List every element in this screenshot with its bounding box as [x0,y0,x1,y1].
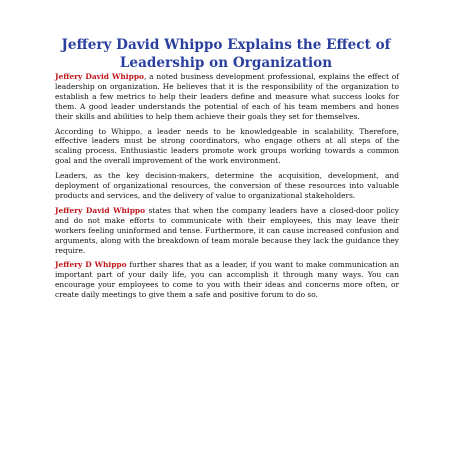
paragraph-text: further shares that as a leader, if you want to make communication an important part of your daily life, you can accomplish it through many ways. You can encourage your employees to come to you with their ideas and concerns more often, or create daily meetings to give them a safe and positive forum to do so. [55,260,399,300]
paragraph-1 [55,72,399,122]
paragraph-text: Leaders, as the key decision-makers, determine the acquisition, development, and deployment of organizational resources, the conversion of these resources into valuable products and services, and the delivery of value to organizational stakeholders. [55,171,399,200]
paragraph-5 [55,260,399,300]
person-name-highlight: Jeffery David Whippo [55,205,146,215]
person-name-highlight: Jeffery David Whippo [55,72,144,81]
paragraph-4 [55,206,399,256]
paragraph-text: According to Whippo, a leader needs to be knowledgeable in scalability. Therefore, effective leaders must be strong coordinators, who engage others at all steps of the scaling process. Enthusiastic leaders promote work groups working towards a common goal and the overall improvement of the work environment. [55,126,399,166]
paragraph-2 [55,127,399,167]
page-title: Jeffery David Whippo Explains the Effect of Leadership on Organization [61,37,391,71]
person-name-highlight: Jeffery D Whippo [55,260,127,270]
paragraph-text: , a noted business development professional, explains the effect of leadership on organization. He believes that it is the responsibility of the organization to establish a few metrics to help their leaders define and measure what success looks for them. A good leader understands the potential of each of his team members and hones their skills and abilities to help them achieve their goals they set for themselves. [55,72,399,121]
paragraph-text: states that when the company leaders have a closed-door policy and do not make efforts to communicate with their employees, this may leave their workers feeling uninformed and tense. Furthermore, it can cause increased confusion and arguments, along with the breakdown of team morale because they lack the guidance they require. [55,205,399,255]
paragraph-3 [55,171,399,201]
article-body [55,72,399,305]
